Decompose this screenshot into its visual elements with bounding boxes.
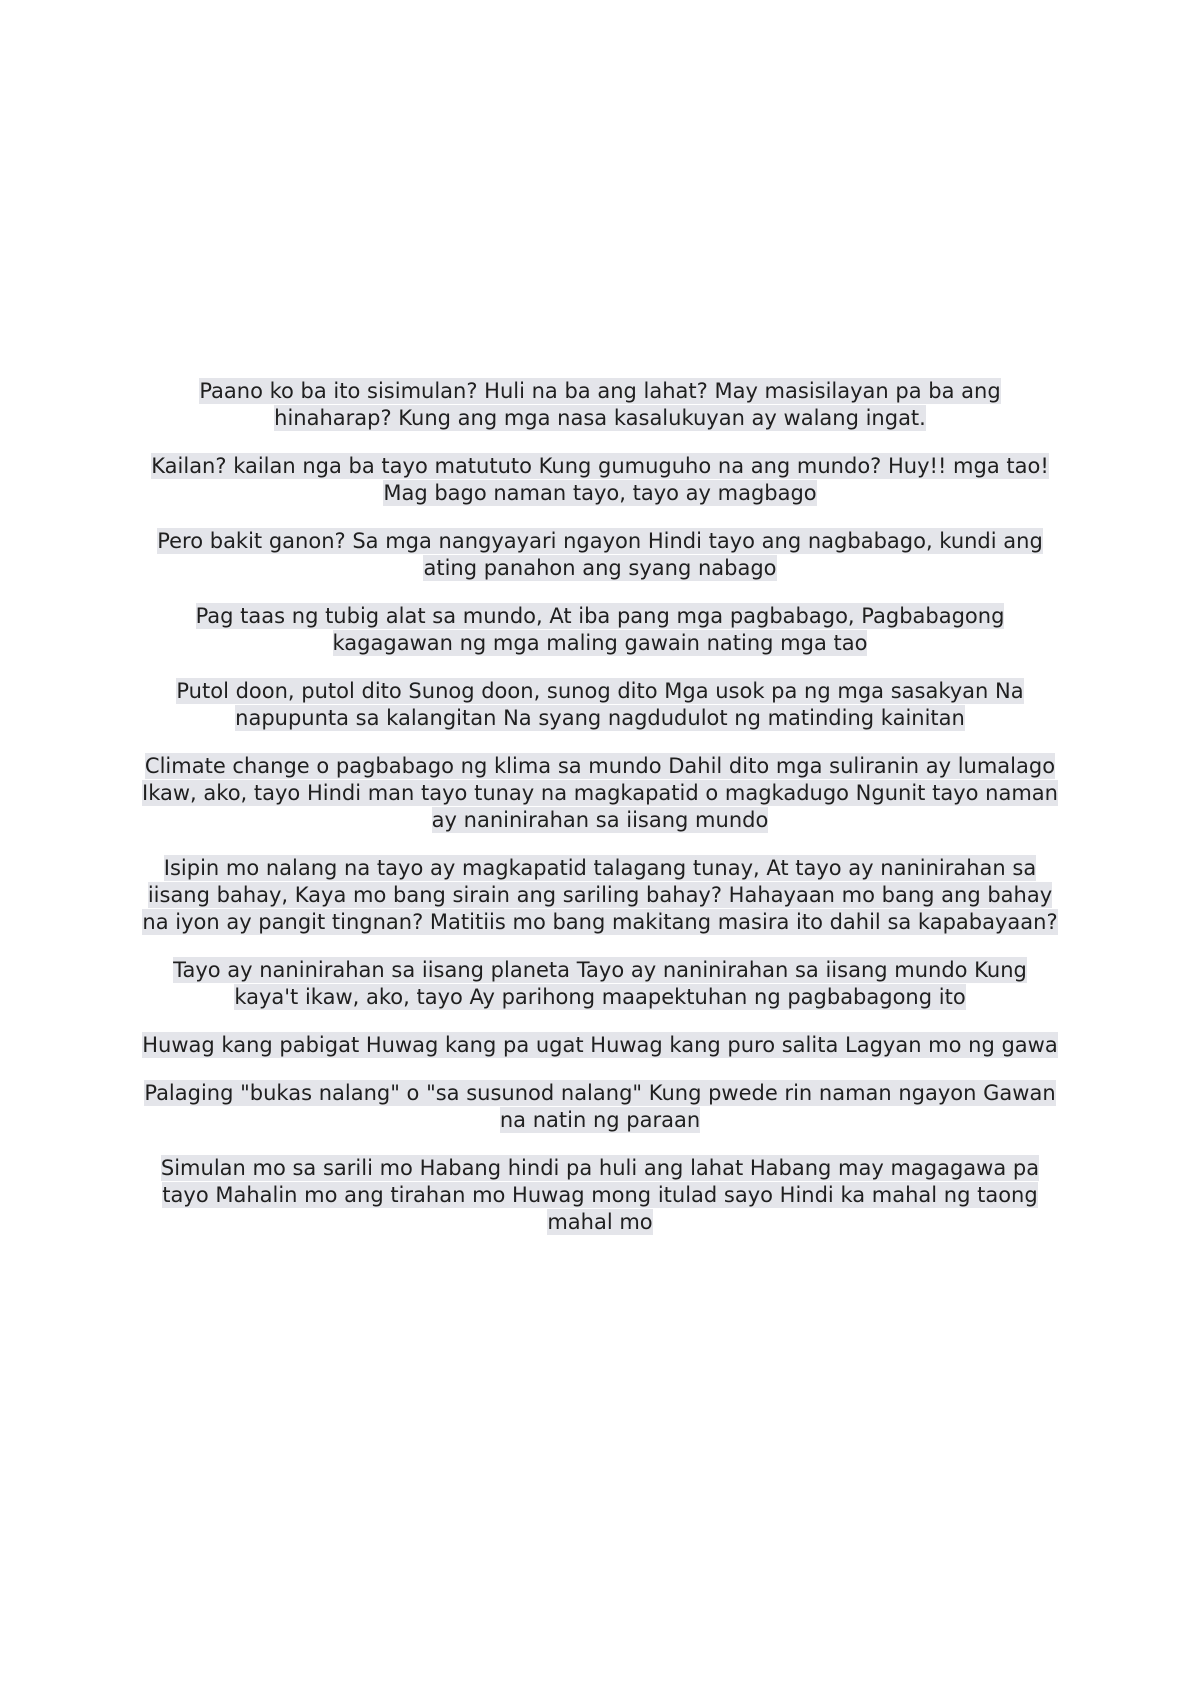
stanza-4: [140, 603, 1060, 657]
stanza-text: Huwag kang pabigat Huwag kang pa ugat Huwag kang puro salita Lagyan mo ng gawa: [142, 1033, 1058, 1057]
stanza-text: Pag taas ng tubig alat sa mundo, At iba pang mga pagbabago, Pagbabagong kagagawan ng mga maling gawain nating mga tao: [195, 604, 1005, 655]
stanza-9: [140, 1032, 1060, 1059]
poem-body: [140, 378, 1060, 1257]
stanza-3: [140, 528, 1060, 582]
stanza-text: Tayo ay naninirahan sa iisang planeta Tayo ay naninirahan sa iisang mundo Kung kaya't ikaw, ako, tayo Ay parihong maapektuhan ng pagbabagong ito: [173, 958, 1027, 1009]
stanza-text: Climate change o pagbabago ng klima sa mundo Dahil dito mga suliranin ay lumalago Ikaw, ako, tayo Hindi man tayo tunay na magkapatid o magkadugo Ngunit tayo naman ay naninirahan sa iisang mundo: [142, 754, 1058, 832]
stanza-text: Paano ko ba ito sisimulan? Huli na ba ang lahat? May masisilayan pa ba ang hinaharap? Kung ang mga nasa kasalukuyan ay walang ingat.: [199, 379, 1001, 430]
stanza-2: [140, 453, 1060, 507]
stanza-11: [140, 1155, 1060, 1236]
stanza-text: Simulan mo sa sarili mo Habang hindi pa huli ang lahat Habang may magagawa pa tayo Mahalin mo ang tirahan mo Huwag mong itulad sayo Hindi ka mahal ng taong mahal mo: [160, 1156, 1040, 1234]
stanza-text: Pero bakit ganon? Sa mga nangyayari ngayon Hindi tayo ang nagbabago, kundi ang ating panahon ang syang nabago: [157, 529, 1043, 580]
stanza-10: [140, 1080, 1060, 1134]
stanza-5: [140, 678, 1060, 732]
stanza-1: [140, 378, 1060, 432]
stanza-8: [140, 957, 1060, 1011]
stanza-text: Kailan? kailan nga ba tayo matututo Kung gumuguho na ang mundo? Huy!! mga tao! Mag bago naman tayo, tayo ay magbago: [151, 454, 1049, 505]
stanza-6: [140, 753, 1060, 834]
stanza-text: Isipin mo nalang na tayo ay magkapatid talagang tunay, At tayo ay naninirahan sa iisang bahay, Kaya mo bang sirain ang sariling bahay? Hahayaan mo bang ang bahay na iyon ay pangit tingnan? Matitiis mo bang makitang masira ito dahil sa kapabayaan?: [142, 856, 1058, 934]
stanza-text: Palaging "bukas nalang" o "sa susunod nalang" Kung pwede rin naman ngayon Gawan na natin ng paraan: [144, 1081, 1056, 1132]
stanza-7: [140, 855, 1060, 936]
stanza-text: Putol doon, putol dito Sunog doon, sunog dito Mga usok pa ng mga sasakyan Na napupunta sa kalangitan Na syang nagdudulot ng matinding kainitan: [176, 679, 1024, 730]
